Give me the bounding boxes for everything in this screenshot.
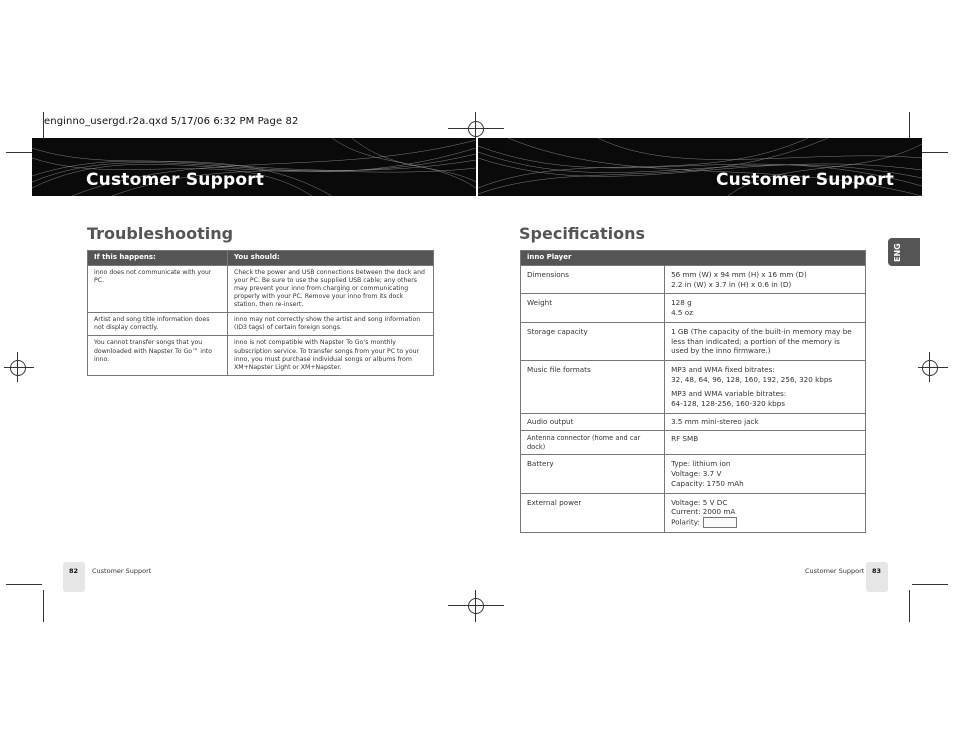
table-cell: inno is not compatible with Napster To Go’s monthly subscription service. To transfer songs from your PC to your inno, you must purchase individual songs or albums from XM+Napster Light or XM+Napster. bbox=[228, 336, 434, 375]
table-row bbox=[521, 455, 866, 493]
troubleshooting-title: Troubleshooting bbox=[87, 224, 234, 243]
registration-mark-right bbox=[922, 360, 938, 376]
specifications-table bbox=[520, 250, 866, 533]
left-footer-label: Customer Support bbox=[92, 567, 152, 575]
language-tab-label: ENG bbox=[893, 243, 902, 262]
table-row bbox=[88, 336, 434, 375]
table-row bbox=[521, 266, 866, 294]
spec-value: MP3 and WMA fixed bitrates: 32, 48, 64, 96, 128, 160, 192, 256, 320 kbps MP3 and WMA variable bitrates: 64-128, 128-256, 160-320 kbps bbox=[665, 361, 866, 414]
table-cell: Artist and song title information does not display correctly. bbox=[88, 313, 228, 336]
registration-mark-bottom bbox=[468, 598, 484, 614]
spec-label: Storage capacity bbox=[521, 322, 665, 360]
table-row bbox=[521, 322, 866, 360]
spec-label: Weight bbox=[521, 294, 665, 322]
spec-label: Audio output bbox=[521, 413, 665, 430]
registration-mark-top bbox=[468, 121, 484, 137]
spec-value: 1 GB (The capacity of the built-in memory may be less than indicated; a portion of the memory is used by the inno firmware.) bbox=[665, 322, 866, 360]
left-banner-title: Customer Support bbox=[86, 170, 265, 190]
table-cell: Check the power and USB connections between the dock and your PC. Be sure to use the supplied USB cable; any others may prevent your inno from charging or communicating properly with your PC. Remove your inno from its dock station, then re-insert. bbox=[228, 266, 434, 313]
spec-value: 56 mm (W) x 94 mm (H) x 16 mm (D) 2.2 in (W) x 3.7 in (H) x 0.6 in (D) bbox=[665, 266, 866, 294]
table-row bbox=[521, 294, 866, 322]
registration-mark-left bbox=[10, 360, 26, 376]
table-header: You should: bbox=[228, 251, 434, 266]
right-page-number: 83 bbox=[872, 567, 882, 575]
file-slug: enginno_usergd.r2a.qxd 5/17/06 6:32 PM Page 82 bbox=[44, 116, 299, 127]
spec-label: Music file formats bbox=[521, 361, 665, 414]
table-header: If this happens: bbox=[88, 251, 228, 266]
table-row bbox=[88, 313, 434, 336]
specifications-title: Specifications bbox=[519, 224, 645, 243]
spec-label: Battery bbox=[521, 455, 665, 493]
right-banner-title: Customer Support bbox=[716, 170, 895, 190]
spec-value: 3.5 mm mini-stereo jack bbox=[665, 413, 866, 430]
spec-value: Voltage: 5 V DC Current: 2000 mA Polarity: bbox=[665, 493, 866, 532]
table-row bbox=[88, 266, 434, 313]
table-row bbox=[521, 493, 866, 532]
table-row bbox=[521, 361, 866, 414]
table-cell: inno may not correctly show the artist and song information (ID3 tags) of certain foreign songs. bbox=[228, 313, 434, 336]
right-footer-label: Customer Support bbox=[805, 567, 865, 575]
troubleshooting-table bbox=[87, 250, 434, 376]
table-cell: inno does not communicate with your PC. bbox=[88, 266, 228, 313]
left-page-number: 82 bbox=[69, 567, 79, 575]
spec-value: RF SMB bbox=[665, 430, 866, 455]
spec-label: External power bbox=[521, 493, 665, 532]
table-row bbox=[521, 413, 866, 430]
spec-value: 128 g 4.5 oz bbox=[665, 294, 866, 322]
polarity-diagram bbox=[703, 517, 737, 528]
table-cell: You cannot transfer songs that you downloaded with Napster To Go™ into inno. bbox=[88, 336, 228, 375]
spec-label: Antenna connector (home and car dock) bbox=[521, 430, 665, 455]
spec-label: Dimensions bbox=[521, 266, 665, 294]
spec-value: Type: lithium ion Voltage: 3.7 V Capacity: 1750 mAh bbox=[665, 455, 866, 493]
spec-table-header: inno Player bbox=[521, 251, 866, 266]
table-row bbox=[521, 430, 866, 455]
